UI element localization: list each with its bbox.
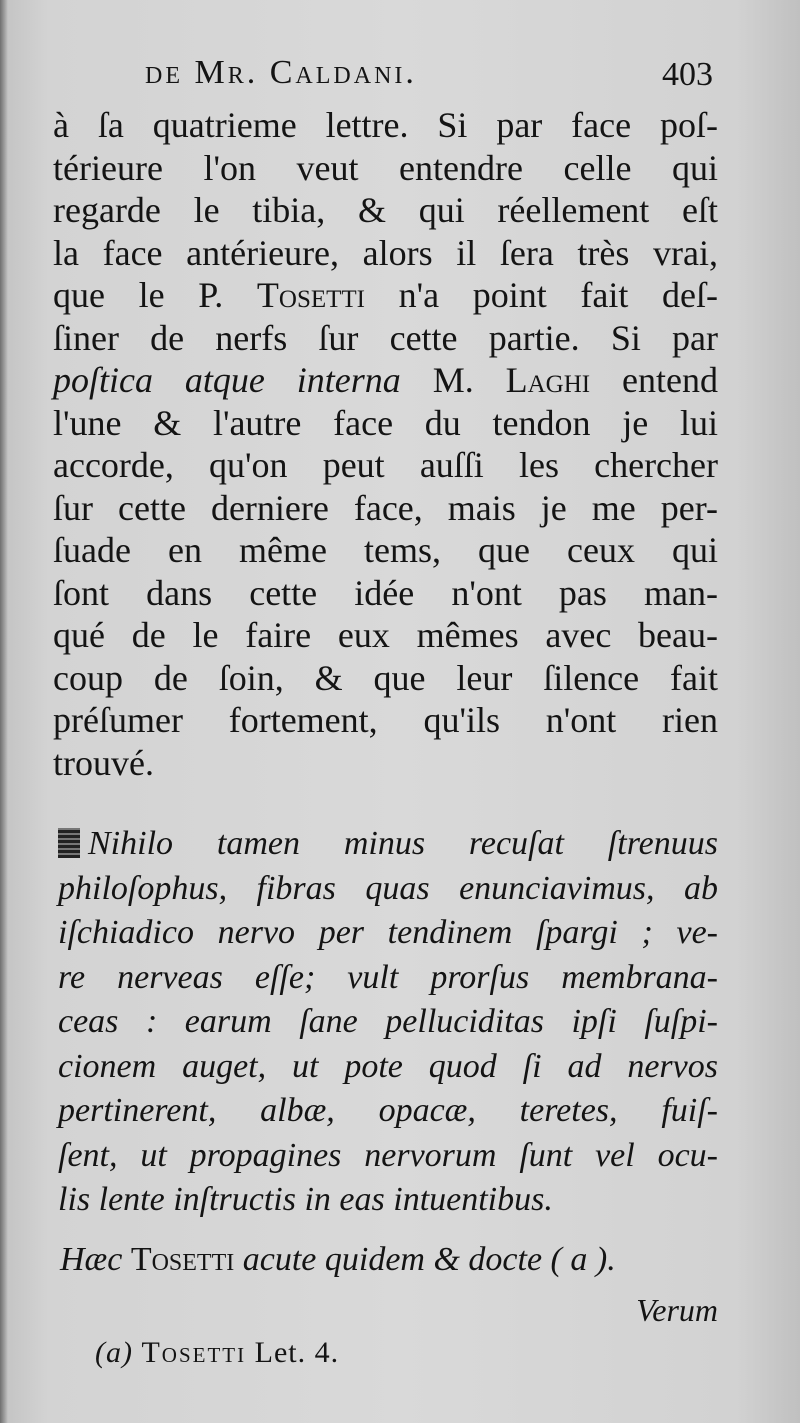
quote-line: iſchiadico nervo per tendinem ſpargi ; ve-: [58, 914, 718, 951]
footnote: [95, 1336, 339, 1370]
running-head-title: de Mr. Caldani.: [145, 54, 417, 91]
text-line: accorde, qu'on peut auſſi les chercher: [53, 445, 718, 485]
running-head: [145, 50, 715, 100]
quote-line: cionem auget, ut pote quod ſi ad nervos: [58, 1047, 718, 1085]
text-line: ſont dans cette idée n'ont pas man-: [53, 572, 718, 613]
footnote-marker: (a): [95, 1336, 133, 1369]
text-line: regarde le tibia, & qui réellement eſt: [53, 190, 718, 230]
text-line: trouvé.: [53, 742, 154, 783]
text-line: préſumer fortement, qu'ils n'ont rien: [53, 700, 718, 740]
footnote-reference: Let. 4.: [254, 1336, 340, 1369]
catchword: Verum: [636, 1292, 718, 1328]
quote-line: ſent, ut propagines nervorum ſunt vel ocu-: [58, 1136, 718, 1174]
quote-line: Nihilo tamen minus recuſat ſtrenuus: [58, 822, 718, 867]
quote-line: pertinerent, albæ, opacæ, teretes, fuiſ-: [58, 1092, 718, 1129]
page-number: 403: [662, 56, 713, 93]
text-line: que le P. Tosetti n'a point fait deſ-: [53, 275, 718, 315]
quote-line: philoſophus, fibras quas enunciavimus, ab: [58, 869, 718, 907]
quote-line: lis lente inſtructis in eas intuentibus.: [58, 1181, 553, 1218]
text-line: à ſa quatrieme lettre. Si par face poſ-: [53, 105, 718, 145]
paragraph-mark-icon: [58, 828, 80, 858]
closing-sentence: Hæc Tosetti acute quidem & docte ( a ).: [60, 1241, 616, 1278]
text-line: ſur cette derniere face, mais je me per-: [53, 487, 718, 528]
author-name: Laghi: [505, 360, 591, 400]
main-paragraph: [53, 104, 718, 784]
footnote-author: Tosetti: [141, 1336, 247, 1369]
latin-phrase: poſtica atque interna: [53, 360, 401, 400]
text-line: poſtica atque interna M. Laghi entend: [53, 360, 718, 400]
text-line: térieure l'on veut entendre celle qui: [53, 147, 718, 188]
page-gutter-shadow: [0, 0, 8, 1423]
text-line: la face antérieure, alors il ſera très vrai,: [53, 232, 718, 273]
latin-quotation: [58, 822, 718, 1223]
quote-line: re nerveas eſſe; vult prorſus membrana-: [58, 958, 718, 996]
quote-line: ceas : earum ſane pelluciditas ipſi ſuſpi-: [58, 1003, 718, 1040]
author-name: Tosetti: [130, 1241, 235, 1278]
text-line: ſuade en même tems, que ceux qui: [53, 530, 718, 570]
text-line: coup de ſoin, & que leur ſilence fait: [53, 657, 718, 698]
text-line: ſiner de nerfs ſur cette partie. Si par: [53, 317, 718, 358]
author-name: Tosetti: [256, 275, 366, 315]
text-line: l'une & l'autre face du tendon je lui: [53, 402, 718, 443]
text-line: qué de le faire eux mêmes avec beau-: [53, 615, 718, 655]
